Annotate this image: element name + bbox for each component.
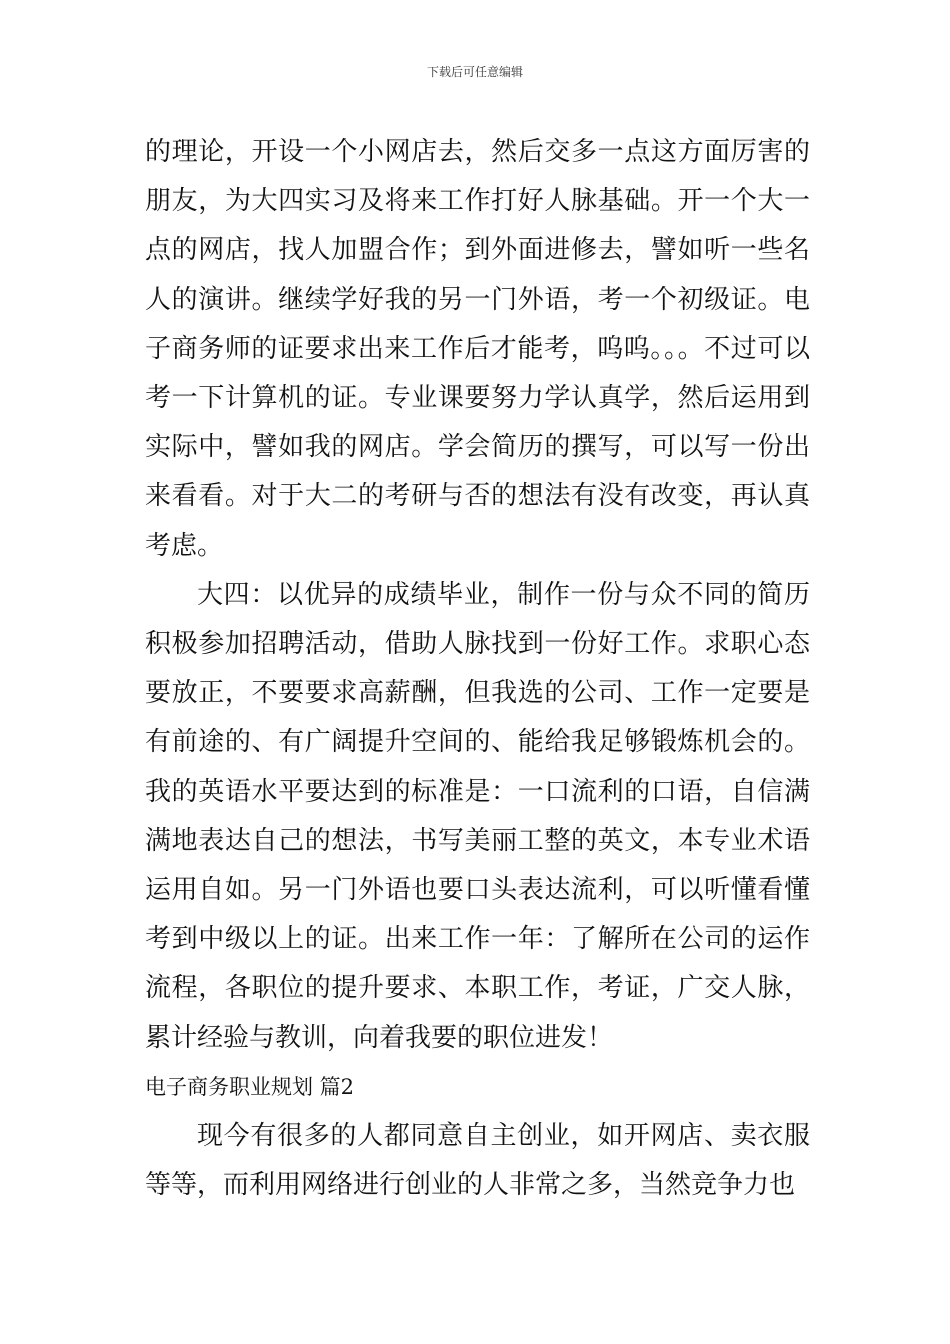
paragraph-senior-year: 大四：以优异的成绩毕业，制作一份与众不同的简历积极参加招聘活动，借助人脉找到一份好工作。求职心态要放正，不要要求高薪酬，但我选的公司、工作一定要是有前途的、有广阔提升空间的、能给我足够锻炼机会的。我的英语水平要达到的标准是：一口流利的口语，自信满满地表达自己的想法，书写美丽工整的英文，本专业术语运用自如。另一门外语也要口头表达流利，可以听懂看懂考到中级以上的证。出来工作一年：了解所在公司的运作流程，各职位的提升要求、本职工作，考证，广交人脉，累计经验与教训，向着我要的职位进发！ <box>145 579 810 1053</box>
page-header-note: 下载后可任意编辑 <box>426 65 523 79</box>
paragraph-entrepreneurship: 现今有很多的人都同意自主创业，如开网店、卖衣服等等，而利用网络进行创业的人非常之多，当然竞争力也 <box>145 1121 810 1201</box>
paragraph-continued: 的理论，开设一个小网店去，然后交多一点这方面厉害的朋友，为大四实习及将来工作打好人脉基础。开一个大一点的网店，找人加盟合作；到外面进修去，譬如听一些名人的演讲。继续学好我的另一门外语，考一个初级证。电子商务师的证要求出来工作后才能考，呜呜。。。不过可以考一下计算机的证。专业课要努力学认真学，然后运用到实际中，譬如我的网店。学会简历的撰写，可以写一份出来看看。对于大二的考研与否的想法有没有改变，再认真考虑。 <box>145 137 810 561</box>
section-heading: 电子商务职业规划 篇2 <box>145 1074 355 1099</box>
document-body <box>145 128 810 1210</box>
